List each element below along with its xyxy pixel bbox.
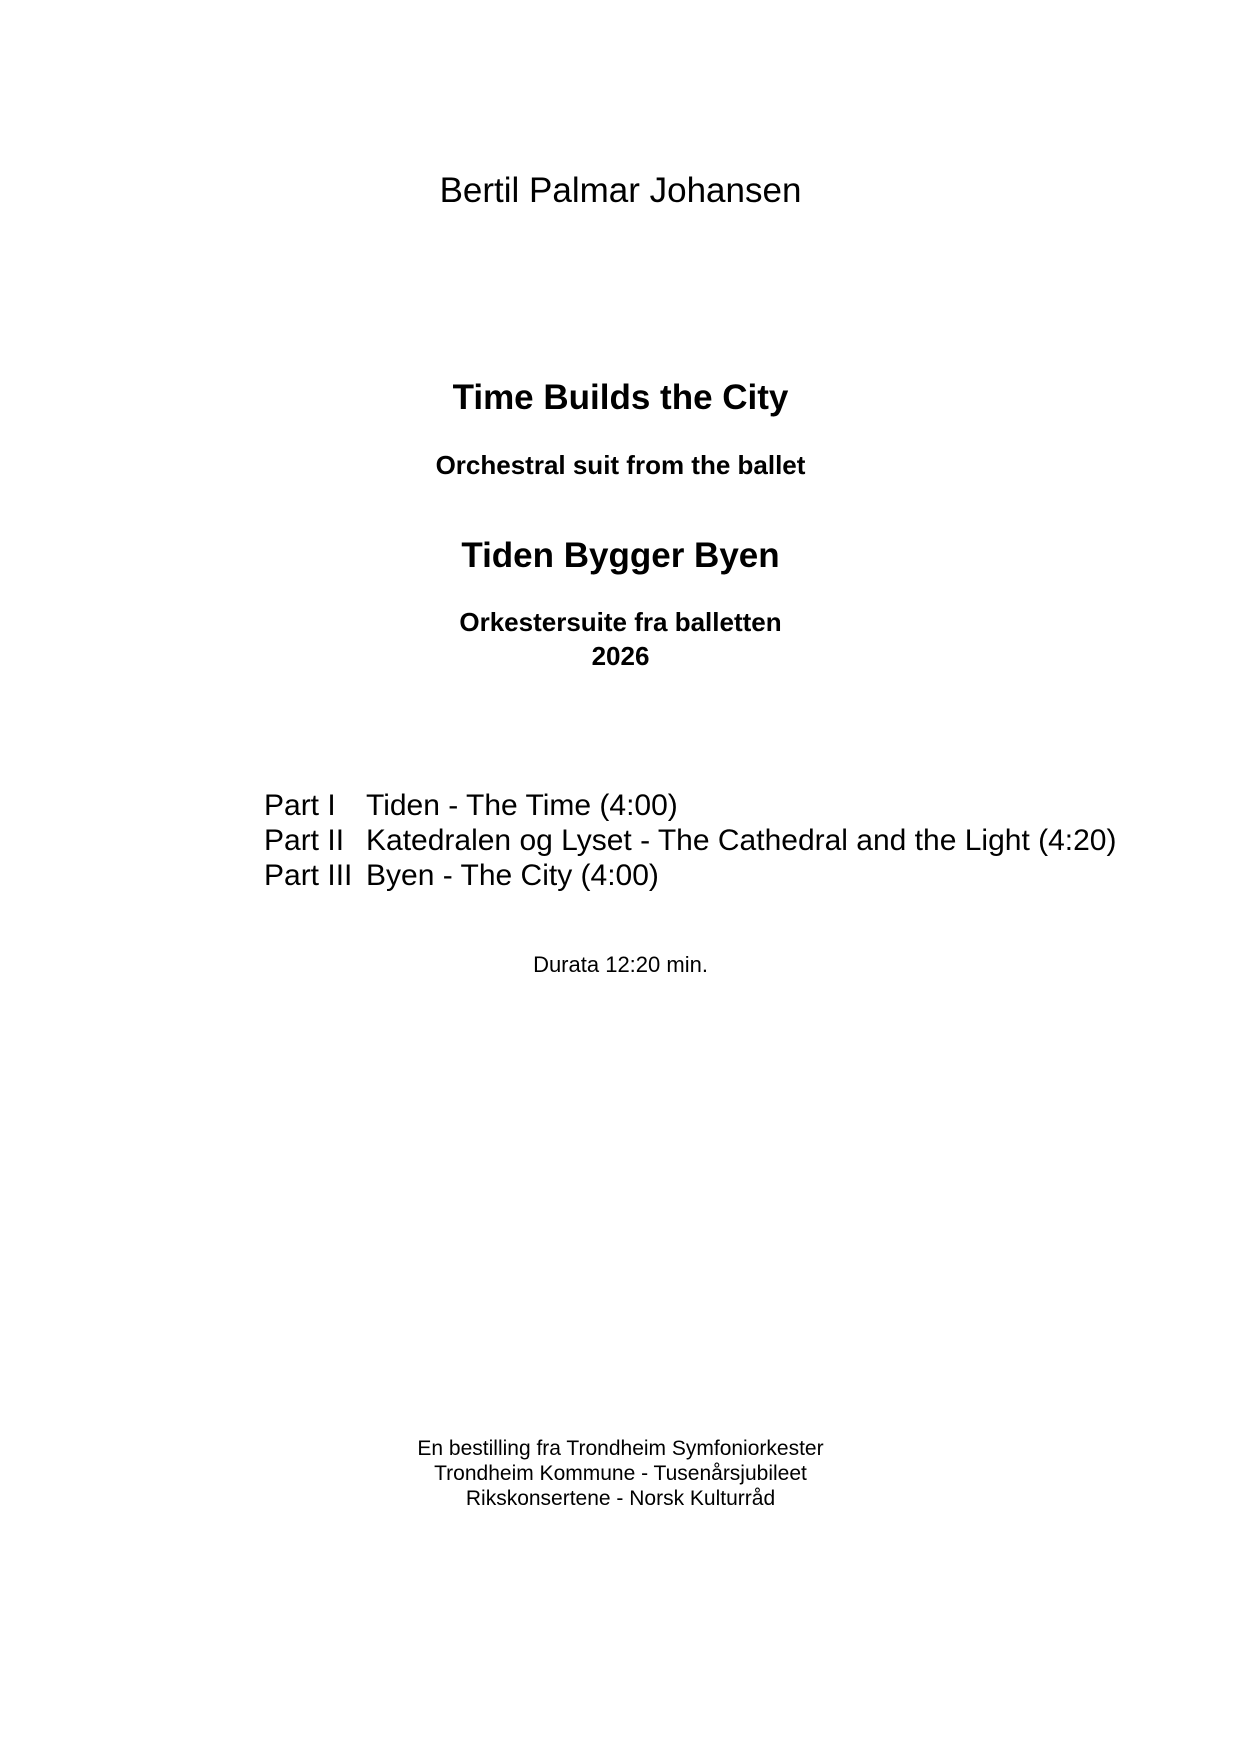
- movement-number: Part III: [264, 859, 353, 892]
- movement-row: [264, 823, 1116, 858]
- norwegian-title: Tiden Bygger Byen: [461, 536, 780, 575]
- commission-credits: [0, 1436, 1241, 1511]
- norwegian-subtitle: Orkestersuite fra balletten: [459, 607, 782, 637]
- movement-number: Part I: [264, 789, 336, 822]
- composition-year: 2026: [591, 641, 650, 671]
- movement-number: Part II: [264, 824, 345, 857]
- english-title: Time Builds the City: [452, 378, 789, 417]
- movement-name: Katedralen og Lyset - The Cathedral and the Light (4:20): [366, 824, 1117, 857]
- commission-line: Trondheim Kommune - Tusenårsjubileet: [434, 1462, 807, 1485]
- movement-name: Byen - The City (4:00): [366, 859, 659, 892]
- commission-line: Rikskonsertene - Norsk Kulturråd: [465, 1487, 776, 1510]
- movement-list: [264, 788, 1116, 893]
- commission-line: En bestilling fra Trondheim Symfoniorkester: [417, 1437, 824, 1460]
- composer-name: Bertil Palmar Johansen: [439, 171, 802, 210]
- movement-row: [264, 858, 1116, 893]
- total-duration: Durata 12:20 min.: [533, 952, 708, 977]
- movement-row: [264, 788, 1116, 823]
- movement-name: Tiden - The Time (4:00): [366, 789, 678, 822]
- english-subtitle: Orchestral suit from the ballet: [435, 450, 806, 480]
